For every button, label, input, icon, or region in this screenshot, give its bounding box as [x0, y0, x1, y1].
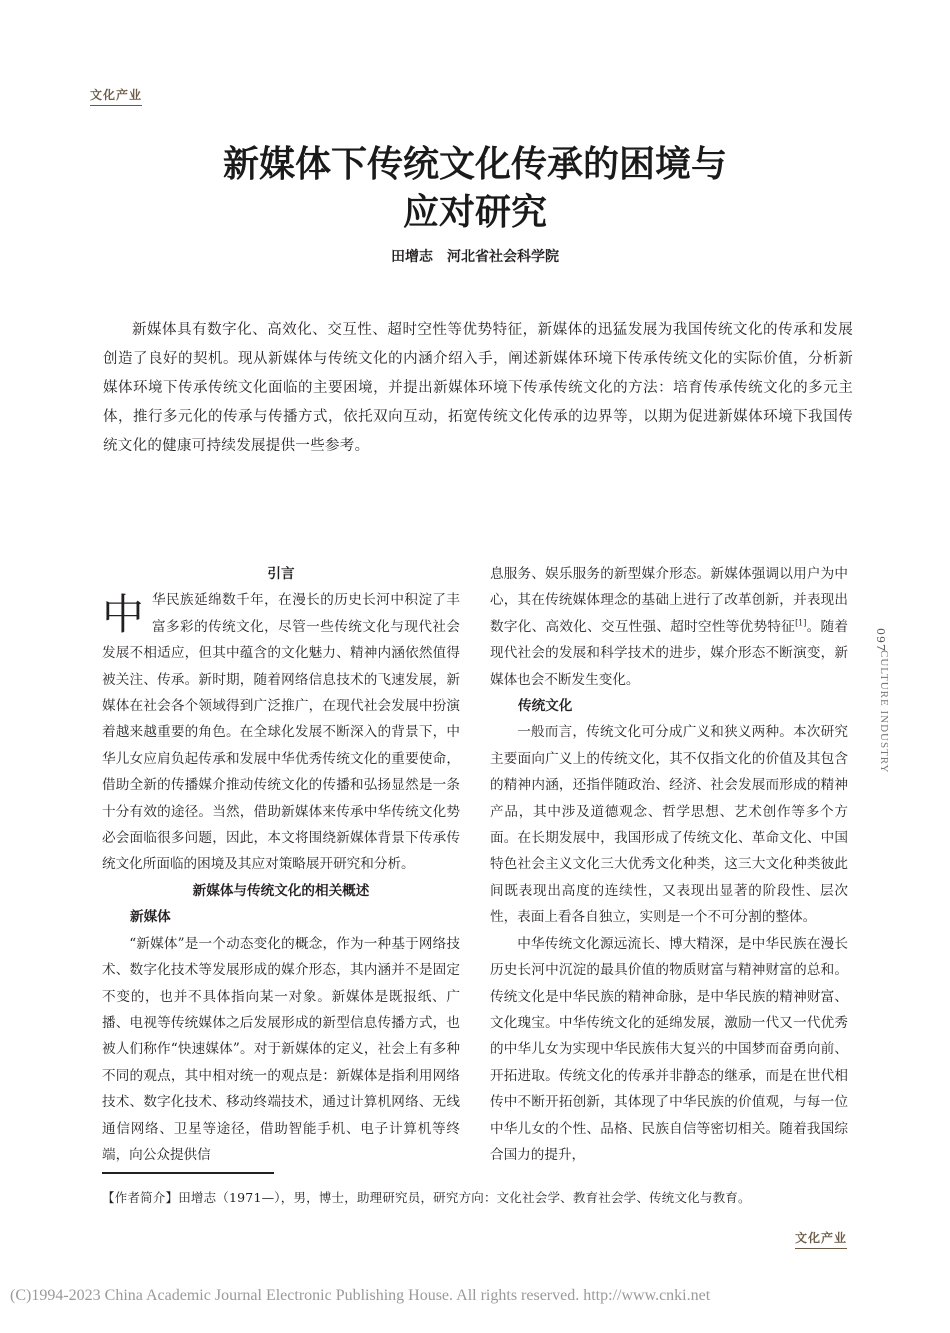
citation-marker: [1]	[795, 618, 807, 628]
author-name: 田增志	[391, 249, 433, 265]
traditional-culture-paragraph-1: 一般而言，传统文化可分成广义和狭义两种。本次研究主要面向广义上的传统文化，其不仅指文化的价值及其包含的精神内涵，还指伴随政治、经济、社会发展而形成的精神产品，其中涉及道德观念、哲学思想、艺术创作等多个方面。在长期发展中，我国形成了传统文化、革命文化、中国特色社会主义文化三大优秀文化种类，这三大文化种类彼此间既表现出高度的连续性，又表现出显著的阶段性、层次性，表面上看各自独立，实则是一个不可分割的整体。	[490, 724, 848, 926]
right-column	[490, 561, 848, 1168]
title-line-1: 新媒体下传统文化传承的困境与	[222, 143, 727, 185]
subheading-new-media: 新媒体	[130, 909, 171, 926]
author-affiliation: 河北省社会科学院	[447, 249, 559, 265]
footnote-divider	[102, 1172, 274, 1174]
byline	[0, 246, 950, 266]
intro-paragraph	[102, 587, 460, 877]
abstract: 新媒体具有数字化、高效化、交互性、超时空性等优势特征，新媒体的迅猛发展为我国传统文化的传承和发展创造了良好的契机。现从新媒体与传统文化的内涵介绍入手，阐述新媒体环境下传承传统文化的实际价值，分析新媒体环境下传承传统文化面临的主要困境，并提出新媒体环境下传承传统文化的方法：培育传承传统文化的多元主体，推行多元化的传承与传播方式，依托双向互动，拓宽传统文化传承的边界等，以期为促进新媒体环境下我国传统文化的健康可持续发展提供一些参考。	[103, 322, 853, 454]
left-column	[102, 561, 460, 1168]
journal-name: CULTURE INDUSTRY	[878, 650, 890, 774]
article-title	[0, 140, 950, 236]
continuation-text: 息服务、娱乐服务的新型媒介形态。新媒体强调以用户为中心，其在传统媒体理念的基础上进行了改革创新，并表现出数字化、高效化、交互性强、超时空性等优势特征	[490, 566, 848, 635]
section-tag-header: 文化产业	[90, 86, 142, 106]
intro-text: 华民族延绵数千年，在漫长的历史长河中积淀了丰富多彩的传统文化，尽管一些传统文化与现代社会发展不相适应，但其中蕴含的文化魅力、精神内涵依然值得被关注、传承。新时期，随着网络信息技术的飞速发展，新媒体在社会各个领域得到广泛推广，在现代社会发展中扮演着越来越重要的角色。在全球化发展不断深入的背景下，中华儿女应肩负起传承和发展中华优秀传统文化的重要使命，借助全新的传播媒介推动传统文化的传播和弘扬显然是一条十分有效的途径。当然，借助新媒体来传承中华传统文化势必会面临很多问题，因此，本文将围绕新媒体背景下传承传统文化所面临的困境及其应对策略展开研究和分析。	[102, 592, 460, 873]
new-media-paragraph: “新媒体”是一个动态变化的概念，作为一种基于网络技术、数字化技术等发展形成的媒介形态，其内涵并不是固定不变的，也并不具体指向某一对象。新媒体是既报纸、广播、电视等传统媒体之后发展形成的新型信息传播方式，也被人们称作“快速媒体”。对于新媒体的定义，社会上有多种不同的观点，其中相对统一的观点是：新媒体是指利用网络技术、数字化技术、移动终端技术，通过计算机网络、无线通信网络、卫星等途径，借助智能手机、电子计算机等终端，向公众提供信	[102, 935, 460, 1163]
continuation-text-end: 。随着现代社会的发展和科学技术的进步，媒介形态不断演变，新媒体也会不断发生变化。	[490, 618, 849, 688]
copyright-watermark: (C)1994-2023 China Academic Journal Electronic Publishing House. All rights reserved. http://www.cnki.net	[10, 1287, 711, 1304]
section-heading: 新媒体与传统文化的相关概述	[192, 882, 370, 899]
intro-heading: 引言	[267, 566, 295, 582]
page-number: 097	[874, 628, 887, 652]
title-line-2: 应对研究	[402, 191, 547, 233]
subheading-traditional-culture: 传统文化	[518, 698, 573, 715]
author-footnote: 【作者简介】田增志（1971—），男，博士，助理研究员，研究方向：文化社会学、教育社会学、传统文化与教育。	[102, 1190, 751, 1205]
traditional-culture-paragraph-2: 中华传统文化源远流长、博大精深，是中华民族在漫长历史长河中沉淀的最具价值的物质财富与精神财富的总和。传统文化是中华民族的精神命脉，是中华民族的精神财富、文化瑰宝。中华传统文化的延绵发展，激励一代又一代优秀的中华儿女为实现中华民族伟大复兴的中国梦而奋勇向前、开拓进取。传统文化的传承并非静态的继承，而是在世代相传中不断开拓创新，其体现了中华民族的价值观，与每一位中华儿女的个性、品格、民族自信等密切相关。随着我国综合国力的提升，	[490, 935, 848, 1163]
drop-cap: 中	[102, 590, 145, 640]
section-tag-footer: 文化产业	[795, 1229, 847, 1249]
continuation-paragraph	[490, 561, 848, 693]
